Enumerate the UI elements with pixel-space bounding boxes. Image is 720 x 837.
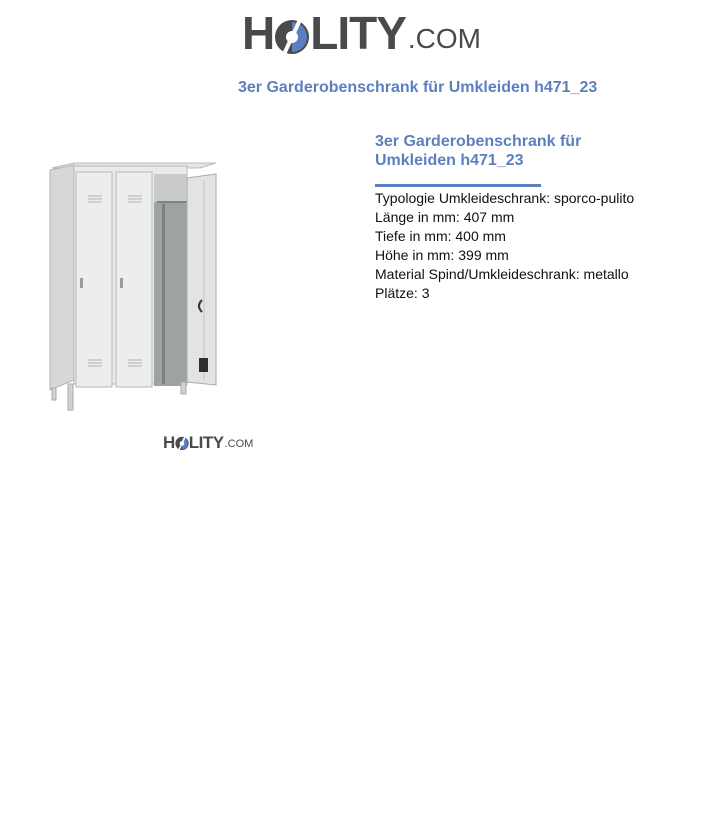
logo-text-lity: LITY — [310, 7, 406, 59]
logo-text-h: H — [242, 7, 275, 59]
product-details — [375, 132, 675, 303]
spec-item: Länge in mm: 407 mm — [375, 209, 515, 225]
page-title: 3er Garderobenschrank für Umkleiden h471_23 — [238, 79, 598, 96]
image-logo-o-icon — [175, 435, 189, 451]
product-image[interactable] — [44, 160, 224, 420]
image-watermark-logo — [163, 434, 253, 451]
image-logo-text-domain: .COM — [224, 438, 254, 450]
product-title-line2: Umkleiden h471_23 — [375, 152, 524, 169]
locker-cabinet-icon — [44, 160, 224, 415]
spec-item: Höhe in mm: 399 mm — [375, 247, 509, 263]
spec-item: Typologie Umkleideschrank: sporco-pulito — [375, 190, 635, 206]
spec-list — [375, 189, 675, 303]
image-logo-text-lity: LITY — [188, 433, 224, 452]
spec-item: Plätze: 3 — [375, 285, 430, 301]
site-logo[interactable] — [242, 7, 482, 59]
logo-o-icon — [274, 16, 310, 56]
spec-item: Material Spind/Umkleideschrank: metallo — [375, 266, 629, 282]
product-title-line1: 3er Garderobenschrank für — [375, 133, 582, 150]
title-divider — [375, 184, 541, 187]
spec-item: Tiefe in mm: 400 mm — [375, 228, 506, 244]
product-title — [375, 132, 675, 170]
logo-text-domain: .COM — [407, 23, 482, 54]
image-logo-text-h: H — [163, 433, 175, 452]
